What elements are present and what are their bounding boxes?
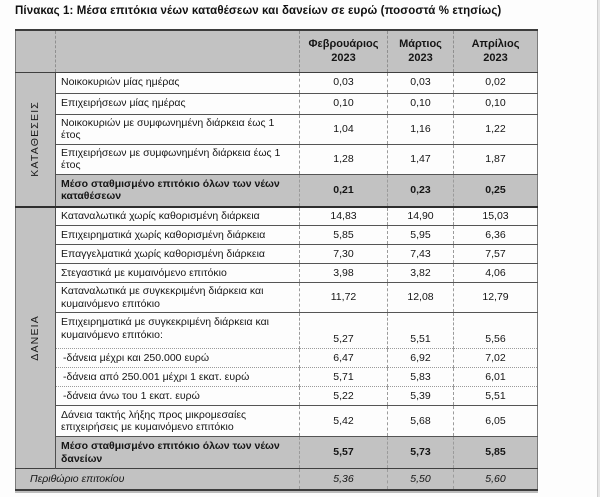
footer-row [16,469,538,490]
header-corner-description [56,30,300,72]
group-label-deposits: ΚΑΤΑΘΕΣΕΙΣ [29,101,42,177]
row-value-feb: 5,22 [300,387,388,406]
row-value-feb: 3,98 [300,264,388,283]
row-value-apr: 0,02 [454,72,538,93]
row-value-apr: 5,51 [454,387,538,406]
header-row [16,30,538,72]
row-value-mar: 5,39 [388,387,454,406]
row-value-mar: 0,10 [388,93,454,114]
row-value-mar: 7,43 [388,245,454,264]
row-value-feb: 5,85 [300,226,388,245]
table-row [16,264,538,283]
table-row [16,93,538,114]
table-row [16,114,538,144]
row-value-apr: 15,03 [454,207,538,226]
table-subrow [16,349,538,368]
table-subrow [16,368,538,387]
summary-row-deposits [16,174,538,207]
row-value-feb: 7,30 [300,245,388,264]
row-value-mar: 5,95 [388,226,454,245]
column-month: Απρίλιος [471,38,520,51]
row-value-apr: 6,36 [454,226,538,245]
row-value-mar: 5,51 [388,313,454,349]
row-value-feb: 1,04 [300,114,388,144]
row-value-apr: 0,25 [454,174,538,207]
row-value-apr: 5,56 [454,313,538,349]
row-value-feb: 14,83 [300,207,388,226]
header-corner-group [16,30,56,72]
table-row [16,406,538,437]
row-label: Επιχειρηματικά χωρίς καθορισμένη διάρκεια [56,226,300,245]
column-year: 2023 [408,52,433,65]
row-value-feb: 0,21 [300,174,388,207]
row-label: Επιχειρηματικά με συγκεκριμένη διάρκεια και κυμαινόμενο επιτόκιο: [56,313,300,349]
group-cell-loans [16,207,56,469]
row-value-apr: 12,79 [454,283,538,313]
row-value-feb: 1,28 [300,144,388,174]
table-row [16,245,538,264]
row-value-apr: 7,57 [454,245,538,264]
row-label: Επιχειρήσεων μίας ημέρας [56,93,300,114]
group-label-loans: ΔΑΝΕΙΑ [29,314,42,361]
column-header-february [300,30,388,72]
table-title: Πίνακας 1: Μέσα επιτόκια νέων καταθέσεων και δανείων σε ευρώ (ποσοστά % ετησίως) [15,5,502,17]
row-label: -δάνεια μέχρι και 250.000 ευρώ [56,349,300,368]
row-value-mar: 14,90 [388,207,454,226]
row-value-apr: 6,01 [454,368,538,387]
column-month: Φεβρουάριος [308,38,379,51]
row-value-feb: 5,57 [300,437,388,469]
table-row [16,283,538,313]
row-value-apr: 1,22 [454,114,538,144]
row-label: -δάνεια από 250.001 μέχρι 1 εκατ. ευρώ [56,368,300,387]
row-value-feb: 5,71 [300,368,388,387]
row-value-feb: 0,10 [300,93,388,114]
row-label: Στεγαστικά με κυμαινόμενο επιτόκιο [56,264,300,283]
table-row [16,144,538,174]
group-cell-deposits [16,72,56,207]
row-label: Νοικοκυριών μίας ημέρας [56,72,300,93]
row-label: -δάνεια άνω του 1 εκατ. ευρώ [56,387,300,406]
row-value-mar: 6,92 [388,349,454,368]
column-year: 2023 [331,52,356,65]
row-value-apr: 4,06 [454,264,538,283]
summary-row-loans [16,437,538,469]
row-value-mar: 12,08 [388,283,454,313]
row-value-mar: 5,83 [388,368,454,387]
row-value-apr: 0,10 [454,93,538,114]
row-value-mar: 5,73 [388,437,454,469]
row-value-feb: 5,42 [300,406,388,437]
footer-label: Περιθώριο επιτοκίου [16,469,300,490]
table-row [16,313,538,349]
row-value-mar: 1,16 [388,114,454,144]
row-value-feb: 6,47 [300,349,388,368]
table-subrow [16,387,538,406]
row-label: Νοικοκυριών με συμφωνημένη διάρκεια έως 1 έτος [56,114,300,144]
row-value-mar: 3,82 [388,264,454,283]
footer-value-apr: 5,60 [454,469,538,490]
row-value-apr: 6,05 [454,406,538,437]
row-value-mar: 5,68 [388,406,454,437]
row-label: Καταναλωτικά με συγκεκριμένη διάρκεια και κυμαινόμενο επιτόκιο [56,283,300,313]
column-year: 2023 [483,52,508,65]
row-value-mar: 0,03 [388,72,454,93]
row-label: Καταναλωτικά χωρίς καθορισμένη διάρκεια [56,207,300,226]
row-label: Μέσο σταθμισμένο επιτόκιο όλων των νέων καταθέσεων [56,174,300,207]
row-value-mar: 0,23 [388,174,454,207]
interest-rates-table [15,29,538,491]
table-row [16,72,538,93]
row-value-feb: 5,27 [300,313,388,349]
column-header-april [454,30,538,72]
footer-value-mar: 5,50 [388,469,454,490]
column-month: Μάρτιος [399,38,442,51]
row-label: Μέσο σταθμισμένο επιτόκιο όλων των νέων δανείων [56,437,300,469]
footer-value-feb: 5,36 [300,469,388,490]
row-label: Επιχειρήσεων με συμφωνημένη διάρκεια έως 1 έτος [56,144,300,174]
row-label: Επαγγελματικά χωρίς καθορισμένη διάρκεια [56,245,300,264]
column-header-march [388,30,454,72]
table-row [16,207,538,226]
row-value-apr: 7,02 [454,349,538,368]
row-value-feb: 11,72 [300,283,388,313]
row-value-apr: 5,85 [454,437,538,469]
row-value-mar: 1,47 [388,144,454,174]
row-value-feb: 0,03 [300,72,388,93]
row-value-apr: 1,87 [454,144,538,174]
row-label: Δάνεια τακτής λήξης προς μικρομεσαίες επιχειρήσεις με κυμαινόμενο επιτόκιο [56,406,300,437]
table-row [16,226,538,245]
